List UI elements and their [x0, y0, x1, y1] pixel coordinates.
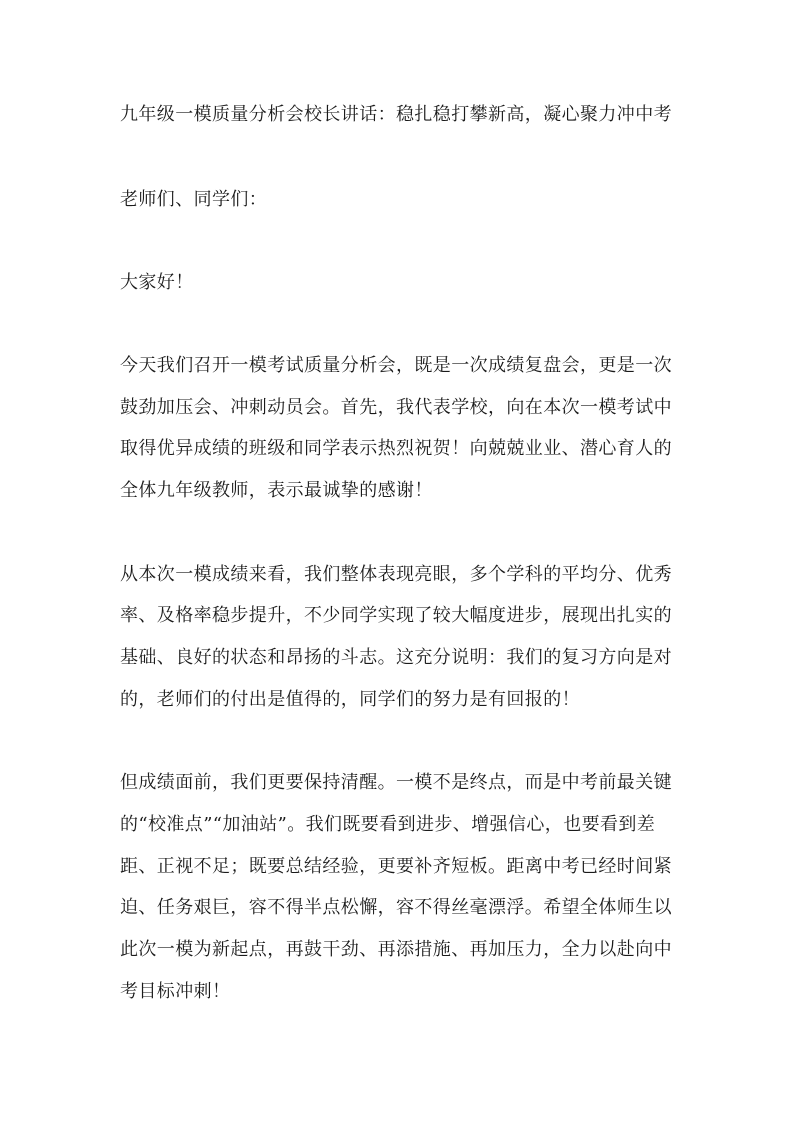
paragraph-line: 从本次一模成绩来看，我们整体表现亮眼，多个学科的平均分、优秀 — [120, 564, 672, 585]
paragraph-line: 鼓劲加压会、冲刺动员会。首先，我代表学校，向在本次一模考试中 — [120, 397, 672, 418]
paragraph-line: 的，老师们的付出是值得的，同学们的努力是有回报的！ — [120, 689, 580, 710]
paragraph-line: 但成绩面前，我们更要保持清醒。一模不是终点，而是中考前最关键 — [120, 772, 672, 793]
paragraph-line: 迫、任务艰巨，容不得半点松懈，容不得丝毫漂浮。希望全体师生以 — [120, 897, 672, 918]
paragraph-line: 距、正视不足；既要总结经验，更要补齐短板。距离中考已经时间紧 — [120, 856, 672, 877]
paragraph-line: 此次一模为新起点，再鼓干劲、再添措施、再加压力，全力以赴向中 — [120, 939, 672, 960]
paragraph-line: 率、及格率稳步提升，不少同学实现了较大幅度进步，展现出扎实的 — [120, 605, 672, 626]
paragraph-line: 的“校准点”“加油站”。我们既要看到进步、增强信心，也要看到差 — [120, 814, 656, 835]
salutation: 老师们、同学们： — [120, 189, 268, 210]
paragraph-line: 考目标冲刺！ — [120, 981, 231, 1002]
paragraph-line: 基础、良好的状态和昂扬的斗志。这充分说明：我们的复习方向是对 — [120, 647, 672, 668]
paragraph-line: 今天我们召开一模考试质量分析会，既是一次成绩复盘会，更是一次 — [120, 355, 672, 376]
greeting: 大家好！ — [120, 272, 194, 293]
paragraph-line: 取得优异成绩的班级和同学表示热烈祝贺！向兢兢业业、潜心育人的 — [120, 438, 672, 459]
document-title: 九年级一模质量分析会校长讲话：稳扎稳打攀新高，凝心聚力冲中考 — [120, 104, 672, 125]
paragraph-line: 全体九年级教师，表示最诚挚的感谢！ — [120, 480, 433, 501]
